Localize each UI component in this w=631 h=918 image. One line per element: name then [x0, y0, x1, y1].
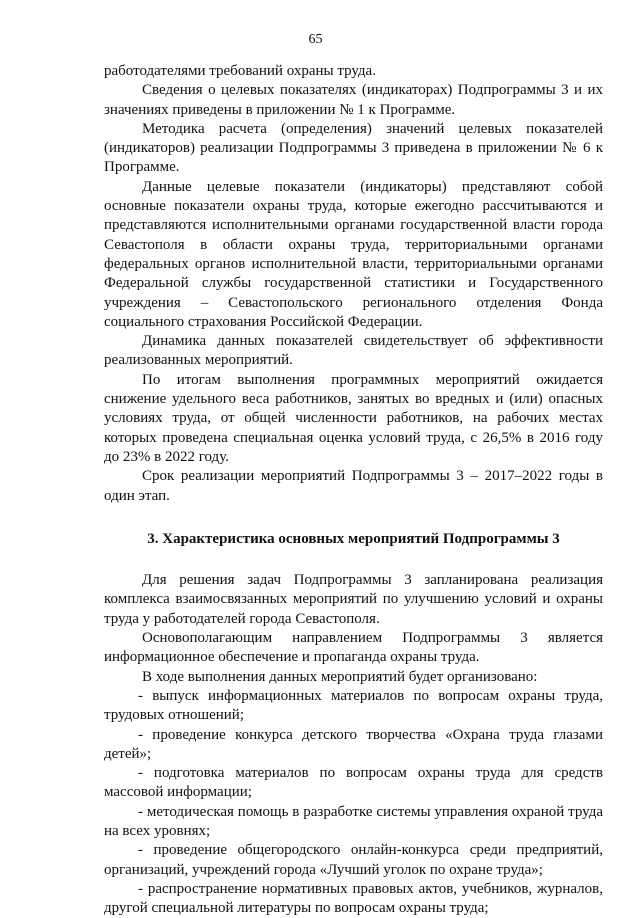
paragraph: Динамика данных показателей свидетельствует об эффективности реализованных мероприятий.: [104, 333, 603, 369]
paragraph: В ходе выполнения данных мероприятий будет организовано:: [142, 668, 538, 685]
paragraph: Сведения о целевых показателях (индикаторах) Подпрограммы 3 и их значениях приведены в приложении № 1 к Программе.: [104, 82, 603, 118]
list-item: - распространение нормативных правовых актов, учебников, журналов, другой специальной литературы по вопросам охраны труда;: [104, 880, 603, 917]
paragraph: По итогам выполнения программных мероприятий ожидается снижение удельного веса работников, занятых во вредных и (или) опасных условиях труда, от общей численности работников, на рабочих местах которых проведена специальная оценка условий труда, с 26,5% в 2016 году до 23% в 2022 году.: [104, 371, 603, 465]
body-text: [104, 62, 603, 918]
measures-list: [104, 687, 603, 918]
list-item: - проведение общегородского онлайн-конкурса среди предприятий, организаций, учреждений города «Лучший уголок по охране труда»;: [104, 842, 603, 878]
paragraph: Для решения задач Подпрограммы 3 запланирована реализация комплекса взаимосвязанных мероприятий по улучшению условий и охраны труда у работодателей города Севастополя.: [104, 572, 603, 627]
list-item: - подготовка материалов по вопросам охраны труда для средств массовой информации;: [104, 765, 603, 801]
paragraph: Данные целевые показатели (индикаторы) представляют собой основные показатели охраны труда, которые ежегодно рассчитываются и представляются исполнительными органами государственной власти города Севастополя в области охраны труда, территориальными органами федеральных органов исполнительной власти, территориальными органами Федеральной службы государственной статистики и Государственного учреждения – Севастопольского регионального отделения Фонда социального страхования Российской Федерации.: [104, 178, 603, 330]
page-number: 65: [308, 32, 323, 47]
paragraph: Основополагающим направлением Подпрограммы 3 является информационное обеспечение и пропаганда охраны труда.: [104, 630, 603, 666]
list-item: - проведение конкурса детского творчества «Охрана труда глазами детей»;: [104, 726, 603, 762]
paragraph: Методика расчета (определения) значений целевых показателей (индикаторов) реализации Подпрограммы 3 приведена в приложении № 6 к Программе.: [104, 120, 603, 176]
paragraph: работодателями требований охраны труда.: [104, 63, 376, 79]
section-heading: 3. Характеристика основных мероприятий Подпрограммы 3: [147, 530, 560, 547]
paragraph: Срок реализации мероприятий Подпрограммы 3 – 2017–2022 годы в один этап.: [104, 468, 603, 504]
list-item: - методическая помощь в разработке системы управления охраной труда на всех уровнях;: [104, 803, 603, 839]
list-item: - выпуск информационных материалов по вопросам охраны труда, трудовых отношений;: [104, 687, 603, 724]
